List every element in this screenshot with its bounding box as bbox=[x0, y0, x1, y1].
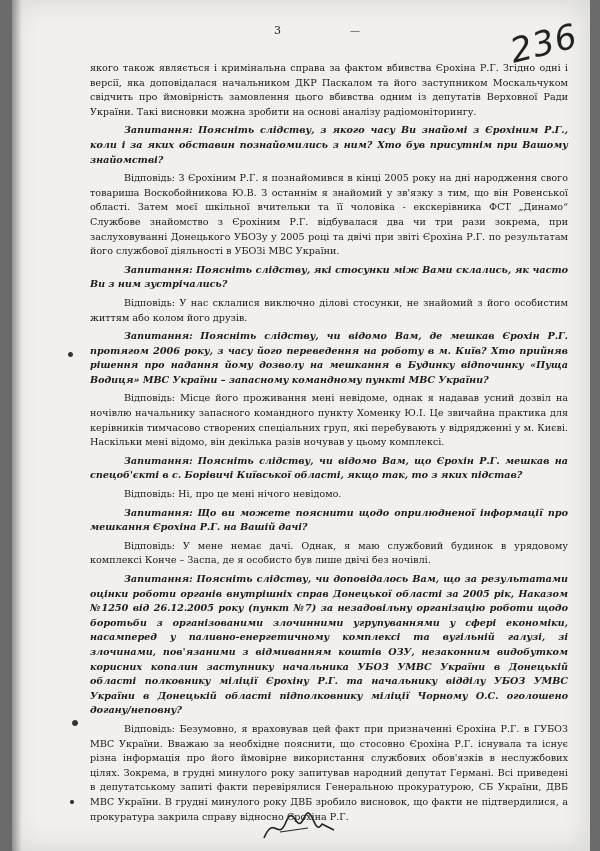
document-page bbox=[12, 0, 590, 851]
answer-3: Відповідь: Місце його проживання мені невідоме, однак я надавав усний дозвіл на ночівлю начальнику запасного командного пункту Хоменку Ю.І. Це звичайна практика для керівників тимчасово створених спеціальних груп, які перебувають у відрядженні у м. Києві. Наскільки мені відомо, він декілька разів ночував у цьому комплексі. bbox=[90, 393, 568, 449]
signature-scribble bbox=[260, 808, 340, 844]
answer-4: Відповідь: Ні, про це мені нічого невідомо. bbox=[124, 489, 342, 501]
scan-speck bbox=[72, 720, 78, 726]
answer-2: Відповідь: У нас склалися виключно ділові стосунки, не знайомий з його особистим життям або колом його друзів. bbox=[90, 297, 568, 324]
question-6: Запитання: Поясніть слідству, чи доповідалось Вам, що за результатами оцінки роботи органів внутрішніх справ Донецької області за 2005 рік, Наказом №1250 від 26.12.2005 року (пункт №7) за незадовільну організацію роботи щодо боротьби з організованими злочинними угрупуваннями у сфері економіки, насамперед у паливно-енергетичному комплексі та вугільній галузі, зі злочинами, пов'язаними з відмиванням коштів ОЗУ, незаконним видобутком корисних копалин заступнику начальника УБОЗ УМВС України в Донецькій області полковнику міліції Єрохіну Р.Г. та начальнику відділу УБОЗ УМВС України в Донецькій області підполковнику міліції Чорному О.С. оголошено догану/неповну? bbox=[90, 574, 568, 717]
handwritten-folio-number: 236 bbox=[506, 16, 582, 72]
scan-speck bbox=[68, 352, 73, 357]
page-number: 3 bbox=[274, 24, 281, 37]
header-dash: — bbox=[350, 26, 360, 37]
question-4: Запитання: Поясніть слідству, чи відомо Вам, що Єрохін Р.Г. мешкав на спецоб'єкті в с. Борівичі Київської області, якщо так, то з яких підстав? bbox=[90, 455, 568, 482]
answer-5: Відповідь: У мене немає дачі. Однак, я маю службовий будинок в урядовому комплексі Конче – Заспа, де я особисто був лише двічі без ночівлі. bbox=[90, 540, 568, 567]
scan-edge-shadow bbox=[12, 0, 22, 851]
scan-speck bbox=[70, 800, 74, 804]
paragraph-intro: якого також являється і кримінальна справа за фактом вбивства Єрохіна Р.Г. Згідно одні і версії, яка доповідалася начальником ДКР Паскалом та його заступником Москальчуком свідчить про ймовірність замовлення цього вбивства одним із депутатів Верховної Ради України. Такі висновки можна зробити на основі аналізу радіомоніторингу. bbox=[90, 63, 568, 118]
answer-1: Відповідь: З Єрохіним Р.Г. я познайомився в кінці 2005 року на дні народження свого товариша Воскобойникова Ю.В. З останнім я знайомий у зв'язку з тим, що він Ровенської області. Затем моєї шкільної вчительки та її чоловіка - екскерівника ФСТ „Динамо“ Службове знайомство з Єрохіним Р.Г. відбувалася два чи три рази зокрема, при заслуховуванні Донецького УБОЗу у 2005 році та двічі при звіті Єрохіна Р.Г. по результатам його службової діяльності в УБОЗі МВС України. bbox=[90, 173, 568, 258]
document-body bbox=[90, 62, 568, 829]
question-1: Запитання: Поясніть слідству, з якого часу Ви знайомі з Єрохіним Р.Г., коли і за яких обставин познайомились з ним? Хто був присутнім при Вашому знайомстві? bbox=[90, 125, 568, 166]
question-3: Запитання: Поясніть слідству, чи відомо Вам, де мешкав Єрохін Р.Г. протягом 2006 року, з часу його переведення на роботу в м. Київ? Хто прийняв рішення про надання йому дозволу на мешкання в Будинку відпочинку «Пуща Водиця» МВС України – запасному командному пункті МВС України? bbox=[90, 331, 568, 386]
question-5: Запитання: Що ви можете пояснити щодо оприлюдненої інформації про мешкання Єрохіна Р.Г. на Вашій дачі? bbox=[90, 507, 568, 534]
question-2: Запитання: Поясніть слідству, які стосунки між Вами склались, як часто Ви з ним зустрічались? bbox=[90, 264, 568, 291]
answer-6: Відповідь: Безумовно, я враховував цей факт при призначенні Єрохіна Р.Г. в ГУБОЗ МВС України. Вважаю за необхідне пояснити, що стосовно Єрохіна Р.Г. існувала та існує різна інформація про його ймовірне використання службових обов'язків в неслужбових цілях. Зокрема, в грудні минулого року запитував народний депутат Германі. Всі приведені в депутатському запиті факти перевірялися Генеральною прокуратурою, СБ України, ДВБ МВС України. В грудні минулого року ДВБ зробило висновок, що факти не підтвердилися, а прокуратура закрила справу відносно Єрохіна Р.Г. bbox=[90, 723, 568, 823]
